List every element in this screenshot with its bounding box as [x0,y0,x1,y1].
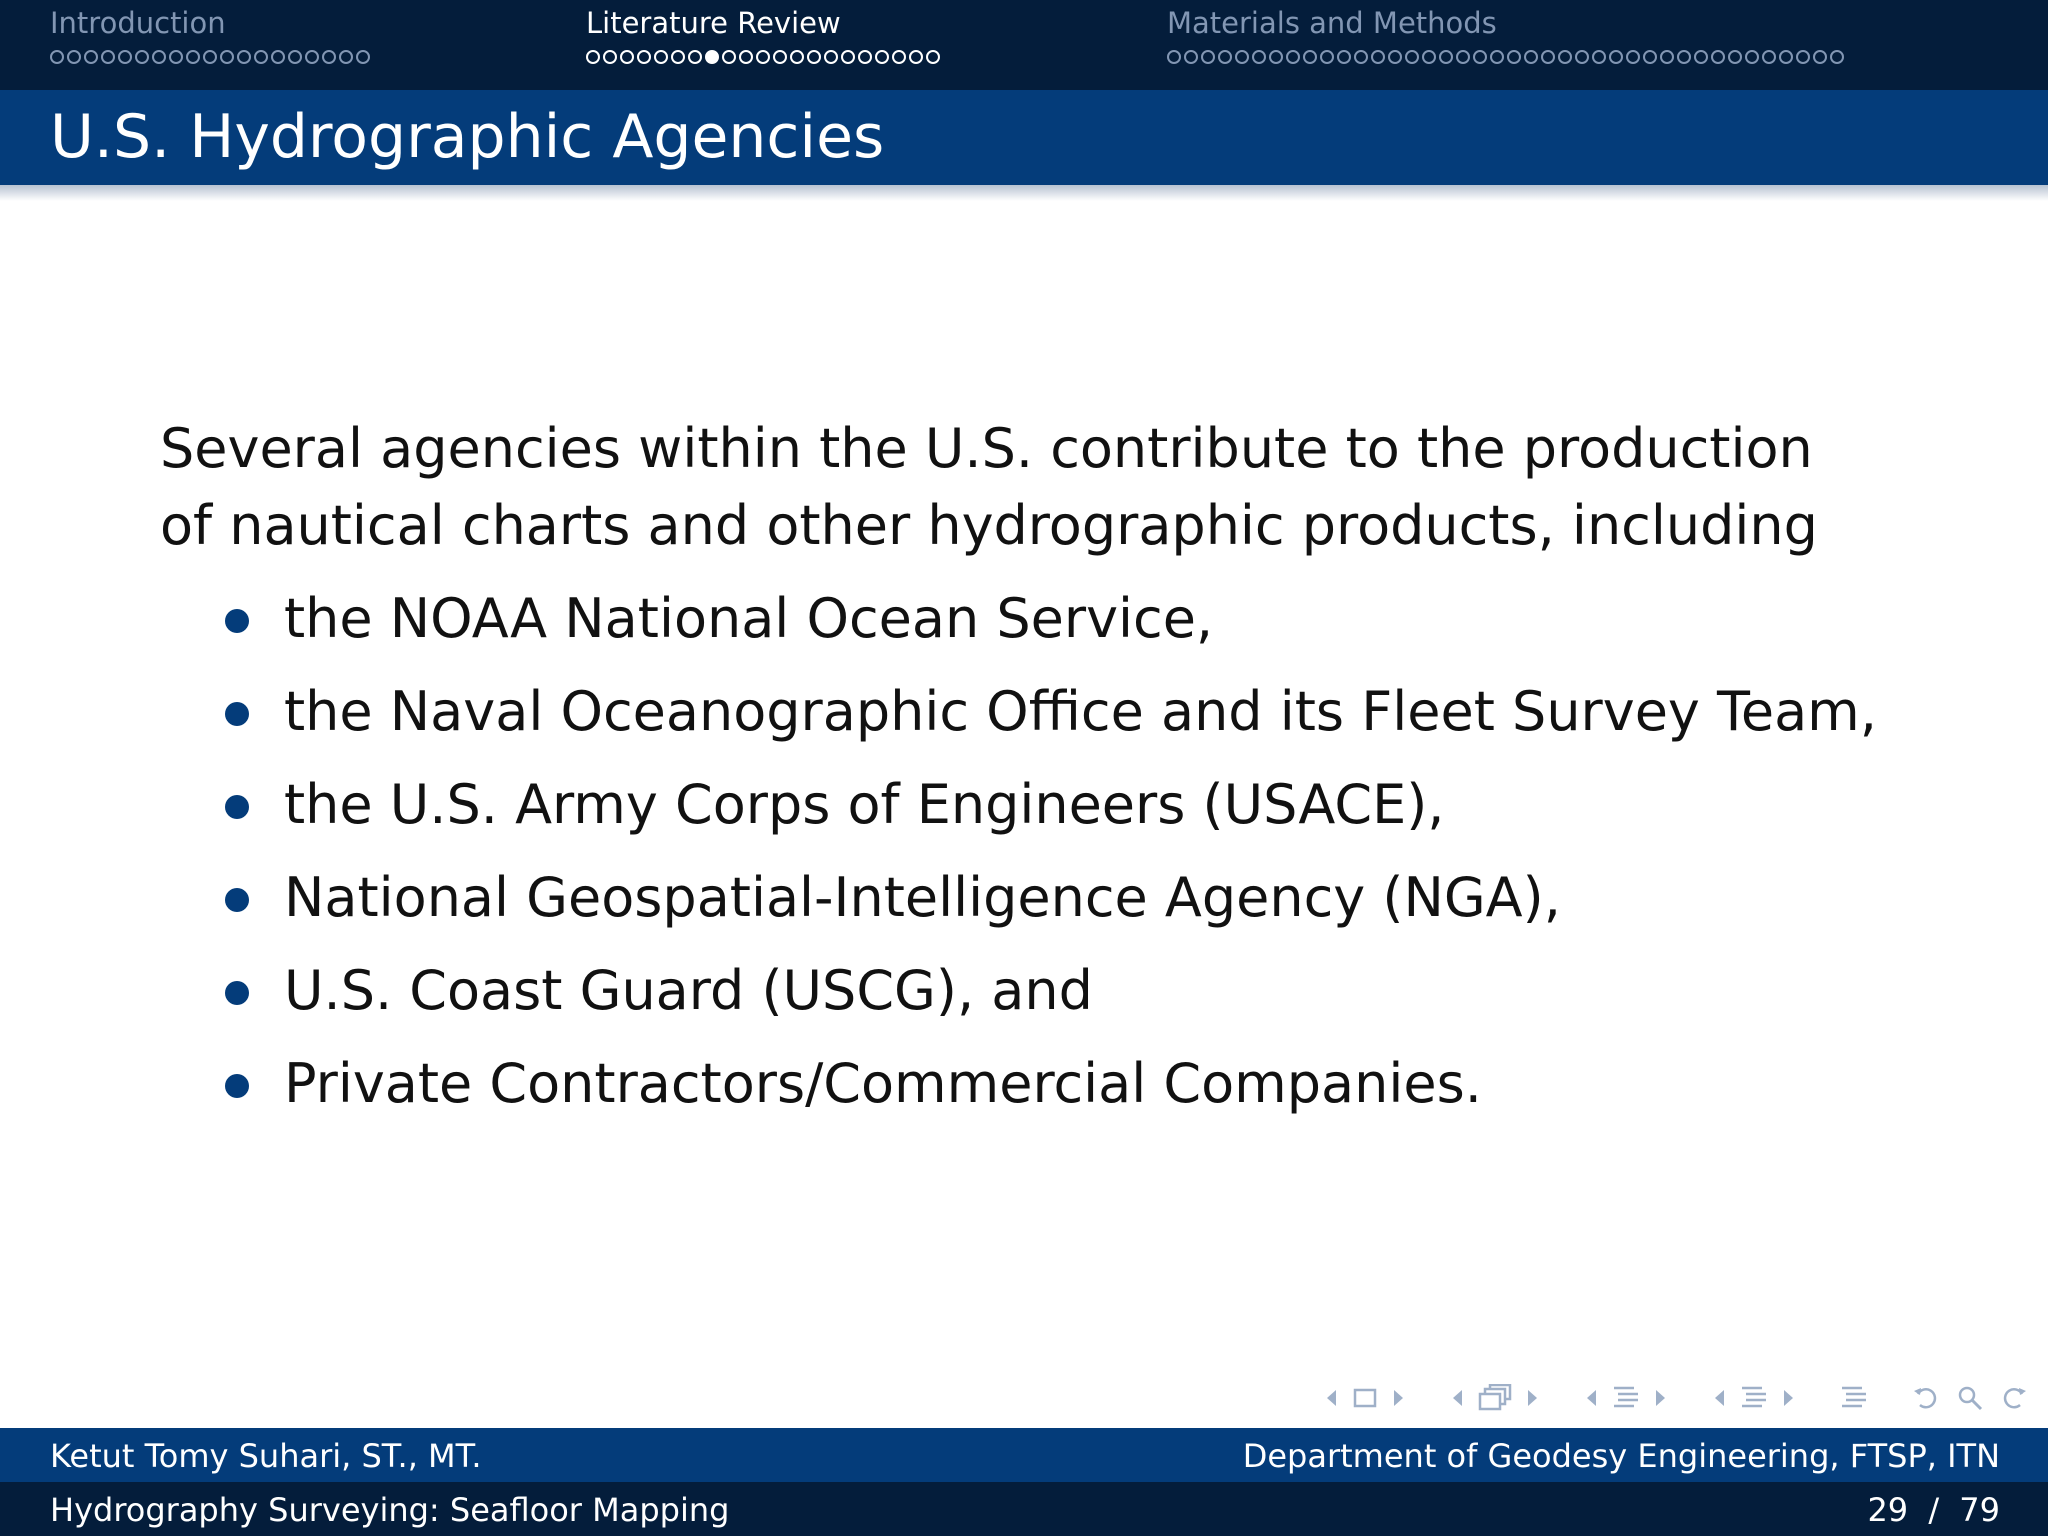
next-section-icon[interactable] [1782,1388,1796,1408]
slide-dot[interactable] [1609,50,1623,64]
slide-dot[interactable] [1592,50,1606,64]
slide-dot[interactable] [84,50,98,64]
slide-dot[interactable] [1762,50,1776,64]
slide-dot[interactable] [101,50,115,64]
bullet-icon [225,1074,249,1098]
slide-dot[interactable] [1524,50,1538,64]
slide-dot[interactable] [1779,50,1793,64]
slide-dot[interactable] [671,50,685,64]
agency-list [160,572,1877,1130]
slide-dot[interactable] [1660,50,1674,64]
slide-dot[interactable] [118,50,132,64]
slide-dot[interactable] [756,50,770,64]
slide-dot[interactable] [654,50,668,64]
nav-section-title[interactable]: Materials and Methods [1167,6,1497,40]
slide-dot[interactable] [1201,50,1215,64]
slide-dot[interactable] [1507,50,1521,64]
slide-dot[interactable] [1269,50,1283,64]
footer-author-bar [0,1428,2048,1482]
current-slide-dot[interactable] [705,50,719,64]
slide-dot[interactable] [1456,50,1470,64]
slide-dot[interactable] [1575,50,1589,64]
slide-dot[interactable] [1490,50,1504,64]
slide-dot[interactable] [1218,50,1232,64]
navigation-symbols [1324,1380,2028,1416]
slide-dot[interactable] [1286,50,1300,64]
nav-section-dots [1167,50,1844,64]
slide-dot[interactable] [220,50,234,64]
slide-dot[interactable] [824,50,838,64]
slide-dot[interactable] [1643,50,1657,64]
slide-dot[interactable] [1252,50,1266,64]
page-number [1867,1492,2000,1528]
slide-dot[interactable] [152,50,166,64]
slide-dot[interactable] [1796,50,1810,64]
slide-dot[interactable] [288,50,302,64]
section-navigation-bar [0,0,2048,90]
slide-dot[interactable] [1813,50,1827,64]
section-icon[interactable] [1740,1385,1768,1411]
slide-dot[interactable] [1337,50,1351,64]
intro-paragraph: Several agencies within the U.S. contribute to the production of nautical charts and other hydrographic products, including [160,417,1818,557]
frame-stack-icon[interactable] [1478,1384,1512,1412]
slide-dot[interactable] [135,50,149,64]
prev-subsection-icon[interactable] [1584,1388,1598,1408]
nav-section-dots [50,50,370,64]
slide-dot[interactable] [1388,50,1402,64]
page-title: U.S. Hydrographic Agencies [50,102,885,172]
slide-dot[interactable] [1371,50,1385,64]
list-item [160,944,1860,1037]
redo-icon[interactable] [1998,1385,2028,1411]
footer-short-title: Hydrography Surveying: Seafloor Mapping [50,1491,730,1529]
slide-dot[interactable] [237,50,251,64]
slide-dot[interactable] [1745,50,1759,64]
slide-dot[interactable] [790,50,804,64]
list-item [160,851,1860,944]
slide-dot[interactable] [892,50,906,64]
list-item-text: the Naval Oceanographic Office and its Fleet Survey Team, [284,680,1877,743]
slide-dot[interactable] [620,50,634,64]
slide-dot[interactable] [586,50,600,64]
slide-dot[interactable] [875,50,889,64]
slide-dot[interactable] [254,50,268,64]
slide-dot[interactable] [603,50,617,64]
slide-dot[interactable] [858,50,872,64]
slide-dot[interactable] [1235,50,1249,64]
slide-dot[interactable] [1422,50,1436,64]
page-separator: / [1928,1491,1940,1529]
slide-dot[interactable] [1711,50,1725,64]
slide-dot[interactable] [1354,50,1368,64]
slide-dot[interactable] [688,50,702,64]
footer-author: Ketut Tomy Suhari, ST., MT. [50,1437,482,1475]
bullet-icon [225,702,249,726]
slide-dot[interactable] [186,50,200,64]
slide-dot[interactable] [739,50,753,64]
bullet-icon [225,609,249,633]
slide-dot[interactable] [1473,50,1487,64]
prev-section-icon[interactable] [1712,1388,1726,1408]
undo-icon[interactable] [1912,1385,1942,1411]
list-item-text: Private Contractors/Commercial Companies. [284,1052,1482,1115]
slide-dot[interactable] [305,50,319,64]
subsection-icon[interactable] [1612,1385,1640,1411]
next-frame-icon[interactable] [1526,1388,1540,1408]
next-subsection-icon[interactable] [1654,1388,1668,1408]
list-item-text: the U.S. Army Corps of Engineers (USACE), [284,773,1445,836]
slide-dot[interactable] [773,50,787,64]
list-item [160,665,1877,758]
slide-dot[interactable] [1694,50,1708,64]
slide-dot[interactable] [1677,50,1691,64]
slide-dot[interactable] [1320,50,1334,64]
slide-dot[interactable] [50,50,64,64]
slide-dot[interactable] [1830,50,1844,64]
slide-dot[interactable] [637,50,651,64]
slide-dot[interactable] [271,50,285,64]
page-current: 29 [1867,1491,1909,1529]
slide-dot[interactable] [169,50,183,64]
list-item-text: National Geospatial-Intelligence Agency (NGA), [284,866,1561,929]
slide-dot[interactable] [1439,50,1453,64]
search-icon[interactable] [1956,1384,1984,1412]
list-item-text: U.S. Coast Guard (USCG), and [284,959,1093,1022]
slide-dot[interactable] [1541,50,1555,64]
slide-dot[interactable] [1167,50,1181,64]
list-item [160,572,1860,665]
frame-title-bar [0,90,2048,185]
slide-dot[interactable] [203,50,217,64]
page-total: 79 [1959,1491,2000,1529]
slide-dot[interactable] [926,50,940,64]
slide-dot[interactable] [909,50,923,64]
list-item [160,1037,1860,1130]
slide-dot[interactable] [1728,50,1742,64]
list-item [160,758,1860,851]
bullet-icon [225,795,249,819]
bullet-icon [225,981,249,1005]
slide-dot[interactable] [1405,50,1419,64]
nav-section-title[interactable]: Literature Review [586,6,841,40]
slide-dot[interactable] [339,50,353,64]
slide-dot[interactable] [722,50,736,64]
slide-frame-icon[interactable] [1352,1386,1378,1410]
next-slide-icon[interactable] [1392,1388,1406,1408]
slide-dot[interactable] [322,50,336,64]
nav-section-title[interactable]: Introduction [50,6,226,40]
footer-institute: Department of Geodesy Engineering, FTSP, ITN [1242,1437,2000,1475]
slide-dot[interactable] [1303,50,1317,64]
list-item-text: the NOAA National Ocean Service, [284,587,1214,650]
footer-title-bar [0,1482,2048,1536]
slide-dot[interactable] [841,50,855,64]
document-icon[interactable] [1840,1385,1868,1411]
slide-dot[interactable] [1184,50,1198,64]
slide-dot[interactable] [67,50,81,64]
prev-slide-icon[interactable] [1324,1388,1338,1408]
nav-section-dots [586,50,940,64]
title-shadow [0,185,2048,201]
slide-content [160,410,1877,1130]
slide-dot[interactable] [356,50,370,64]
slide-dot[interactable] [1626,50,1640,64]
prev-frame-icon[interactable] [1450,1388,1464,1408]
slide-dot[interactable] [1558,50,1572,64]
slide-dot[interactable] [807,50,821,64]
bullet-icon [225,888,249,912]
